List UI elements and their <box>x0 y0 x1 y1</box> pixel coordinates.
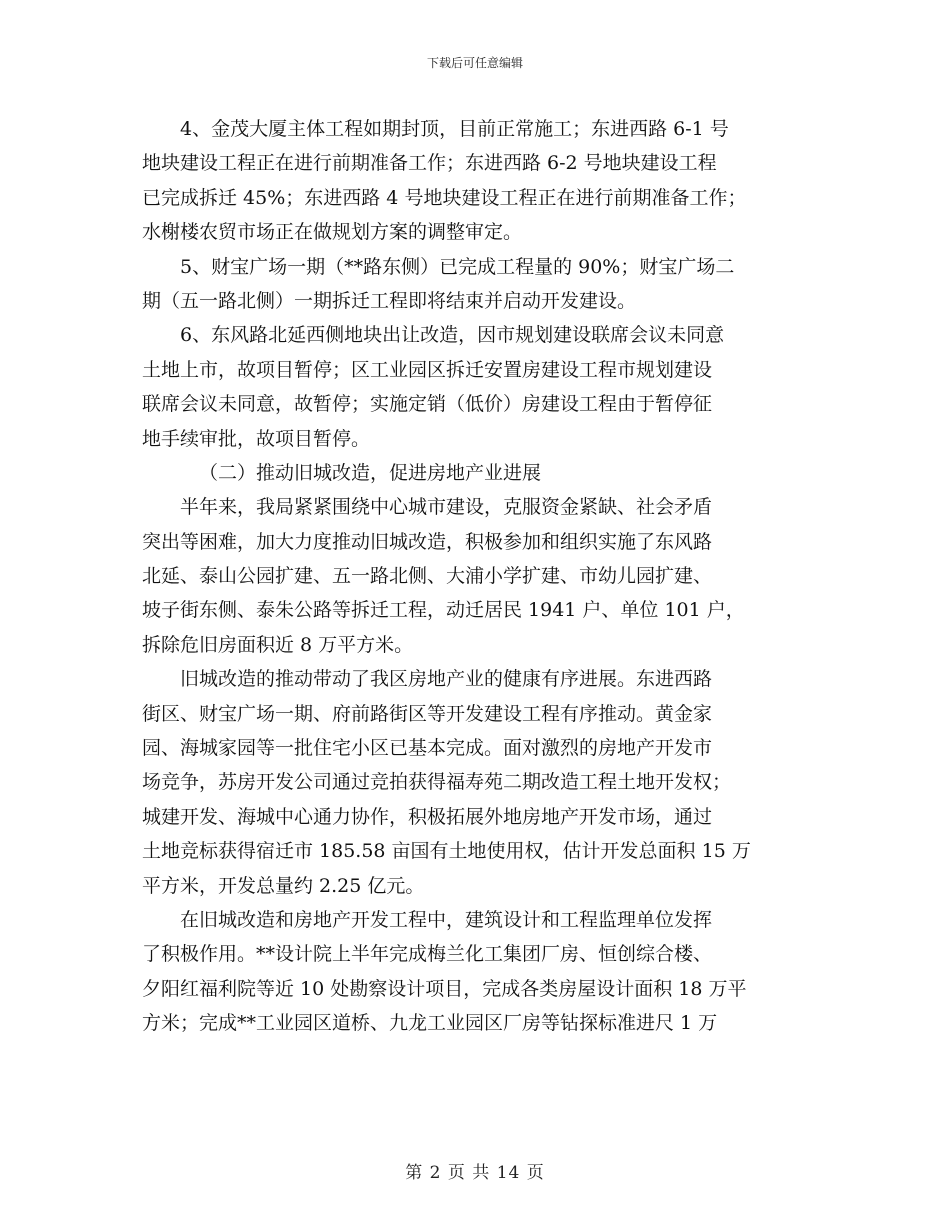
paragraph-line: 方米；完成**工业园区道桥、九龙工业园区厂房等钻探标准进尺 1 万 <box>142 1012 718 1035</box>
paragraph-line: 旧城改造的推动带动了我区房地产业的健康有序进展。东进西路 <box>180 668 713 691</box>
paragraph-line: 突出等困难，加大力度推动旧城改造，积极参加和组织实施了东风路 <box>142 530 713 553</box>
paragraph-line: 水榭楼农贸市场正在做规划方案的调整审定。 <box>142 221 523 244</box>
paragraph-line: 已完成拆迁 45%；东进西路 4 号地块建设工程正在进行前期准备工作； <box>142 186 747 209</box>
paragraph-line: 地块建设工程正在进行前期准备工作；东进西路 6-2 号地块建设工程 <box>142 152 717 175</box>
paragraph-line: 园、海城家园等一批住宅小区已基本完成。面对激烈的房地产开发市 <box>142 737 713 760</box>
paragraph-line: 了积极作用。**设计院上半年完成梅兰化工集团厂房、恒创综合楼、 <box>142 943 713 966</box>
paragraph-line: 在旧城改造和房地产开发工程中，建筑设计和工程监理单位发挥 <box>180 908 713 931</box>
paragraph-line: 土地竞标获得宿迁市 185.58 亩国有土地使用权，估计开发总面积 15 万 <box>142 840 751 863</box>
page-header-note: 下载后可任意编辑 <box>426 56 523 70</box>
paragraph-line: 土地上市，故项目暂停；区工业园区拆迁安置房建设工程市规划建设 <box>142 358 713 381</box>
paragraph-line: 城建开发、海城中心通力协作，积极拓展外地房地产开发市场，通过 <box>142 805 713 828</box>
page-number-footer: 第 2 页 共 14 页 <box>405 1163 545 1183</box>
paragraph-line: 5、财宝广场一期（**路东侧）已完成工程量的 90%；财宝广场二 <box>180 255 735 278</box>
document-body <box>142 112 802 1041</box>
paragraph-line: 联席会议未同意，故暂停；实施定销（低价）房建设工程由于暂停征 <box>142 393 713 416</box>
paragraph-line: 半年来，我局紧紧围绕中心城市建设，克服资金紧缺、社会矛盾 <box>180 496 713 519</box>
paragraph-line: 平方米，开发总量约 2.25 亿元。 <box>142 874 425 897</box>
paragraph-line: 夕阳红福利院等近 10 处勘察设计项目，完成各类房屋设计面积 18 万平 <box>142 977 747 1000</box>
paragraph-line: 街区、财宝广场一期、府前路街区等开发建设工程有序推动。黄金家 <box>142 702 713 725</box>
paragraph-line: 拆除危旧房面积近 8 万平方米。 <box>142 633 414 656</box>
paragraph-line: 期（五一路北侧）一期拆迁工程即将结束并启动开发建设。 <box>142 289 637 312</box>
section-heading: （二）推动旧城改造，促进房地产业进展 <box>199 461 542 484</box>
paragraph-line: 场竞争，苏房开发公司通过竞拍获得福寿苑二期改造工程土地开发权； <box>142 771 732 794</box>
paragraph-line: 6、东风路北延西侧地块出让改造，因市规划建设联席会议未同意 <box>180 324 725 347</box>
paragraph-line: 4、金茂大厦主体工程如期封顶，目前正常施工；东进西路 6-1 号 <box>180 118 729 140</box>
paragraph-line: 北延、泰山公园扩建、五一路北侧、大浦小学扩建、市幼儿园扩建、 <box>142 565 713 588</box>
paragraph-line: 地手续审批，故项目暂停。 <box>142 427 371 450</box>
paragraph-line: 坡子街东侧、泰朱公路等拆迁工程，动迁居民 1941 户、单位 101 户， <box>142 599 745 622</box>
